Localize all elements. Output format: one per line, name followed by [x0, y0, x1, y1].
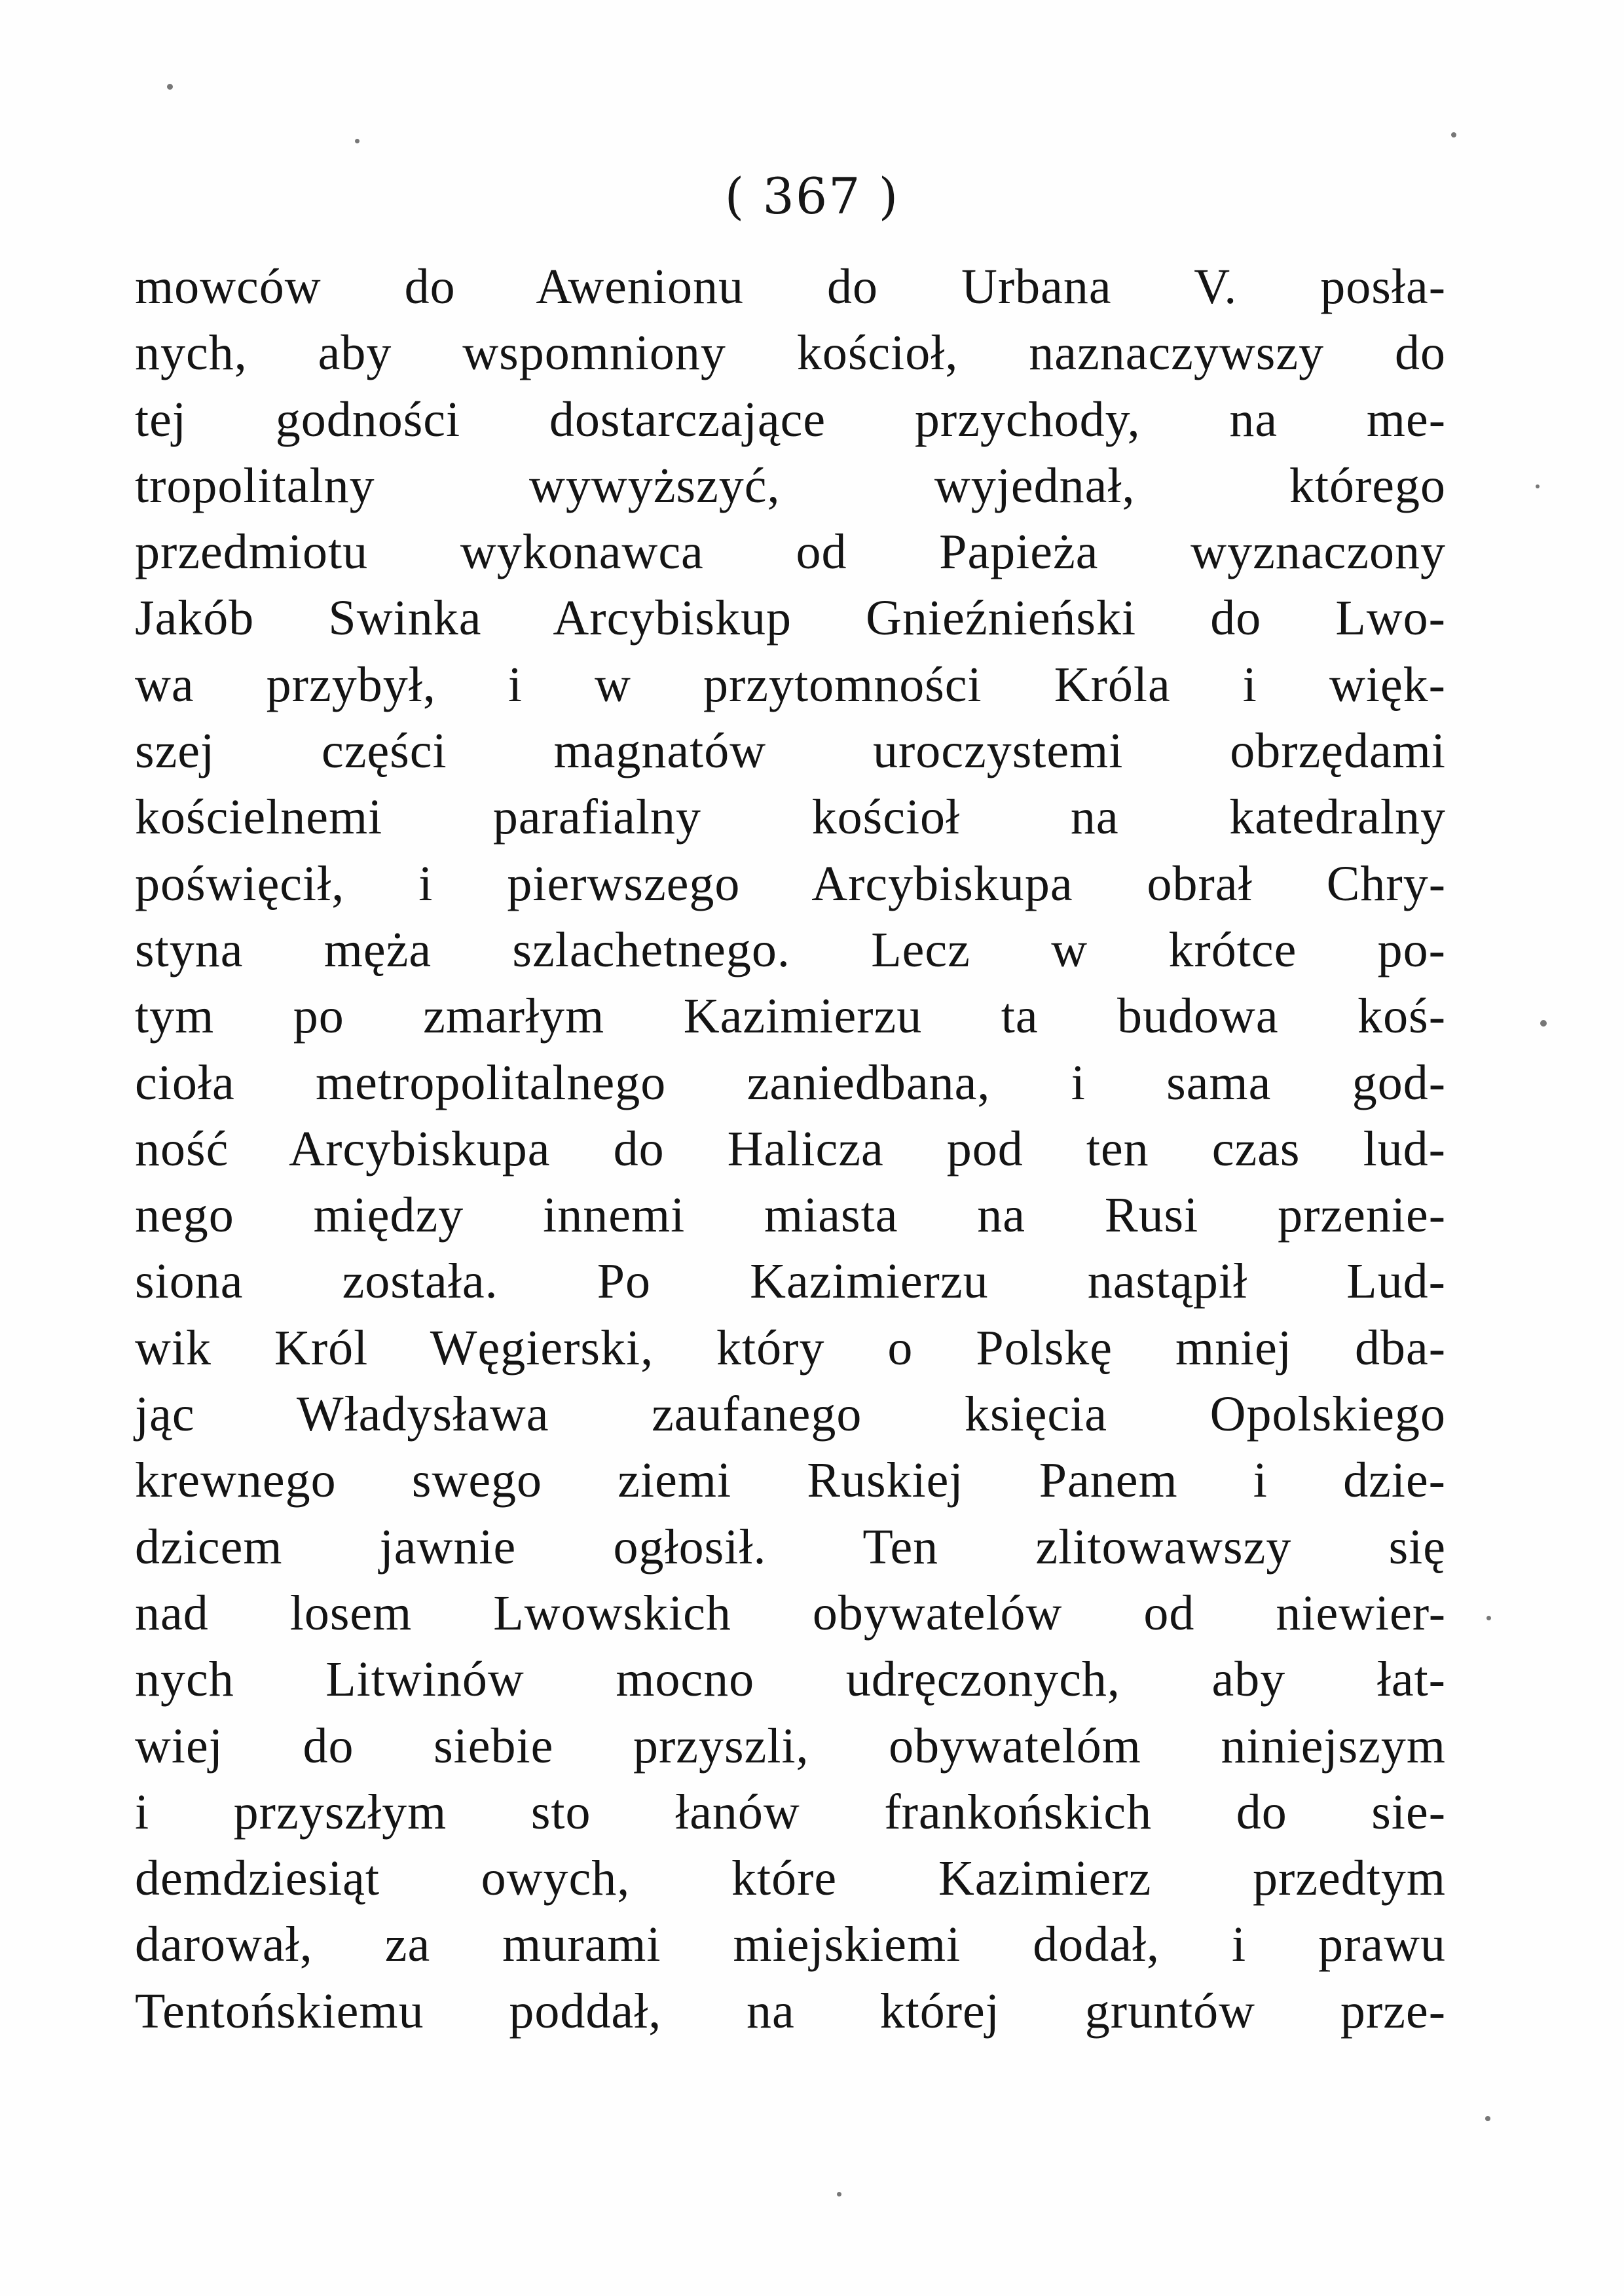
text-line: poświęcił, i pierwszego Arcybiskupa obrał Chry- [135, 856, 1446, 911]
print-speck [1485, 2116, 1490, 2121]
print-speck [167, 84, 173, 90]
text-line: kościelnemi parafialny kościoł na katedralny [135, 790, 1446, 845]
text-line: ność Arcybiskupa do Halicza pod ten czas lud- [135, 1121, 1446, 1176]
text-line: dzicem jawnie ogłosił. Ten zlitowawszy się [135, 1519, 1446, 1575]
text-line: darował, za murami miejskiemi dodał, i prawu [135, 1917, 1446, 1973]
text-line: cioła metropolitalnego zaniedbana, i sama god- [135, 1055, 1446, 1110]
text-line: styna męża szlachetnego. Lecz w krótce po- [135, 922, 1446, 977]
text-line: przedmiotu wykonawca od Papieża wyznaczony [135, 524, 1446, 580]
print-speck [1451, 132, 1456, 137]
print-speck [1540, 1020, 1547, 1027]
text-line: mowców do Awenionu do Urbana V. posła- [135, 259, 1446, 314]
text-line: nego między innemi miasta na Rusi przenie- [135, 1188, 1446, 1243]
text-line: wik Król Węgierski, który o Polskę mniej dba- [135, 1320, 1446, 1376]
print-speck [837, 2192, 841, 2196]
text-line: krewnego swego ziemi Ruskiej Panem i dzie- [135, 1453, 1446, 1508]
body-text [135, 254, 1446, 2045]
text-line: wa przybył, i w przytomności Króla i więk- [135, 657, 1446, 712]
text-line: Tentońskiemu poddał, na której gruntów prze- [135, 1983, 1446, 2039]
text-line: szej części magnatów uroczystemi obrzędami [135, 723, 1446, 779]
print-speck [1536, 484, 1540, 488]
text-line: nych Litwinów mocno udręczonych, aby łat- [135, 1652, 1446, 1707]
text-line: siona została. Po Kazimierzu nastąpił Lud- [135, 1254, 1446, 1309]
text-line: nych, aby wspomniony kościoł, naznaczywszy do [135, 325, 1446, 381]
print-speck [1486, 1616, 1491, 1620]
text-line: tropolitalny wywyższyć, wyjednał, którego [135, 458, 1446, 513]
text-line: jąc Władysława zaufanego księcia Opolskiego [135, 1387, 1446, 1442]
text-line: tej godności dostarczające przychody, na me- [135, 392, 1446, 447]
page-number: ( 367 ) [724, 167, 900, 225]
text-line: Jakób Swinka Arcybiskup Gnieźnieński do Lwo- [135, 591, 1446, 646]
text-line: wiej do siebie przyszli, obywatelóm niniejszym [135, 1718, 1446, 1774]
text-line: tym po zmarłym Kazimierzu ta budowa koś- [135, 989, 1446, 1044]
text-line: nad losem Lwowskich obywatelów od niewier- [135, 1585, 1446, 1641]
text-line: i przyszłym sto łanów frankońskich do sie- [135, 1784, 1446, 1840]
print-speck [355, 139, 360, 143]
text-line: demdziesiąt owych, które Kazimierz przedtym [135, 1851, 1446, 1906]
